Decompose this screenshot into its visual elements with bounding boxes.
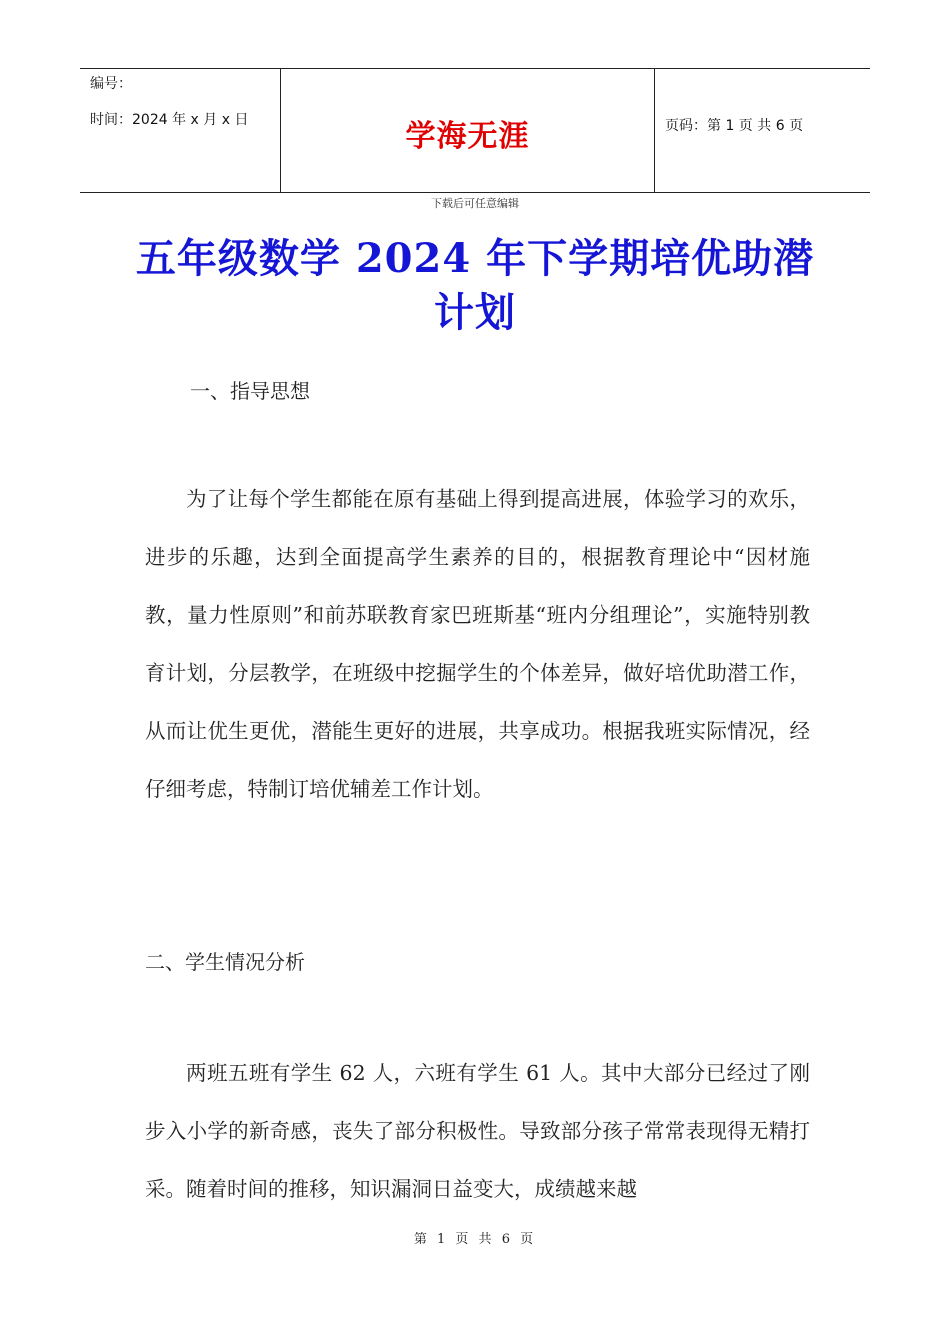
page-footer: 第 1 页 共 6 页 bbox=[413, 1232, 537, 1247]
section-paragraph-guiding-thought: 为了让每个学生都能在原有基础上得到提高进展，体验学习的欢乐，进步的乐趣，达到全面提高学生素养的目的，根据教育理论中“因材施教，量力性原则”和前苏联教育家巴班斯基“班内分组理论”，实施特别教育计划，分层教学，在班级中挖掘学生的个体差异，做好培优助潜工作，从而让优生更优，潜能生更好的进展，共享成功。根据我班实际情况，经仔细考虑，特制订培优辅差工作计划。 bbox=[145, 487, 810, 801]
editable-note: 下载后可任意编辑 bbox=[431, 197, 519, 210]
header-table bbox=[80, 68, 870, 193]
section-paragraph-student-analysis: 两班五班有学生 62 人，六班有学生 61 人。其中大部分已经过了刚步入小学的新奇感，丧失了部分积极性。导致部分孩子常常表现得无精打采。随着时间的推移，知识漏洞日益变大，成绩越来越 bbox=[145, 1061, 810, 1201]
page-info-label: 页码：第 1 页 共 6 页 bbox=[665, 118, 804, 134]
document-date-label: 时间：2024 年 x 月 x 日 bbox=[90, 112, 249, 128]
section-heading-student-analysis: 二、学生情况分析 bbox=[145, 950, 305, 974]
document-title: 五年级数学 2024 年下学期培优助潜计划 bbox=[135, 235, 815, 336]
brand-logo-text: 学海无涯 bbox=[405, 118, 530, 154]
document-number-label: 编号： bbox=[90, 76, 132, 92]
header-right-cell bbox=[655, 69, 870, 192]
section-heading-guiding-thought: 一、指导思想 bbox=[190, 379, 310, 403]
header-left-cell bbox=[80, 69, 281, 192]
header-brand-cell bbox=[281, 69, 655, 192]
